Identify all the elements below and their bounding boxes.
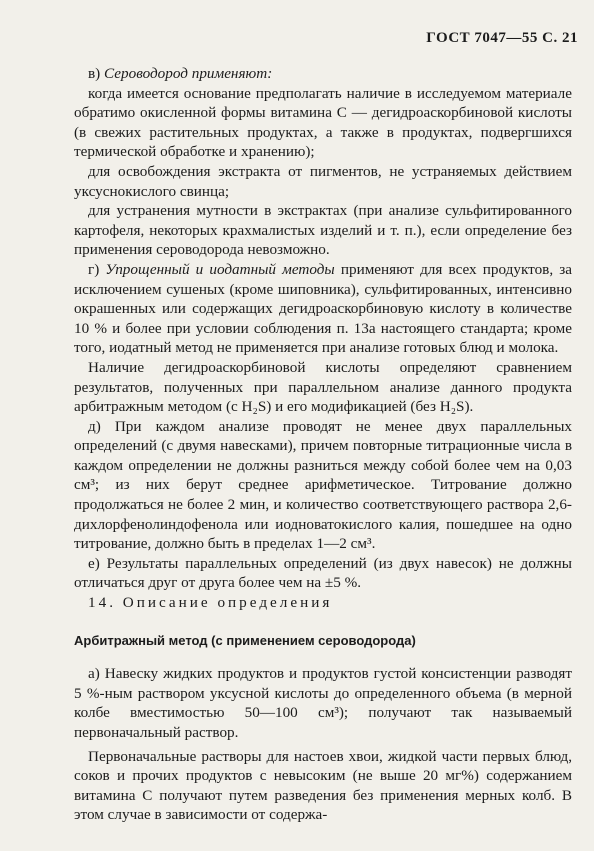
paragraph-a: а) Навеску жидких продуктов и продуктов густой консистенции разводят 5 %-ным раствором уксусной кислоты до определенного объема (в мерной колбе вместимостью 50—100 см³); получают так называемый первоначальный раствор. <box>74 665 572 741</box>
section-heading: 14. Описание определения <box>88 594 333 612</box>
item-label: в) <box>88 65 105 82</box>
section-title: Арбитражный метод (с применением сероводорода) <box>74 632 416 648</box>
item-text: применяют для всех продуктов, за исключением сушеных (кроме шиповника), сульфитированных, интенсивно окрашенных или содержащих дегидроаскорбиновую кислоту в количестве 10 % и более при условии соблюдения п. 13а настоящего стандарта; кроме того, иодатный метод не применяется при анализе готовых блюд и молока. <box>74 260 572 357</box>
item-title: Упрощенный и иодатный методы <box>105 260 335 278</box>
document-body <box>74 64 572 825</box>
paragraph-g <box>74 260 572 358</box>
paragraph-e: е) Результаты параллельных определений (из двух навесок) не должны отличаться друг от друга более чем на ±5 %. <box>74 554 572 592</box>
paragraph-d: д) При каждом анализе проводят не менее двух параллельных определений (с двумя навесками), причем повторные титрационные числа в каждом определении не должны разниться между собой более чем на 0,03 см³; из них берут среднее арифметическое. Титрование должно продолжаться не более 2 мин, и количество соответствующего раствора 2,6-дихлорфенолиндофенола или иодноватокислого калия, пошедшее на одно титрование, должно быть в пределах 1—2 см³. <box>74 417 572 553</box>
paragraph: для устранения мутности в экстрактах (при анализе сульфитированного картофеля, некоторых крахмалистых изделий и т. п.), если определение без применения сероводорода невозможно. <box>74 202 572 259</box>
paragraph: для освобождения экстракта от пигментов, не устраняемых действием уксуснокислого свинца; <box>74 162 572 200</box>
paragraph-v-heading <box>88 64 572 84</box>
paragraph: Первоначальные растворы для настоев хвои, жидкой части первых блюд, соков и прочих продуктов с невысоким (не выше 20 мг%) содержанием витамина С получают путем разведения без применения мерных колб. В этом случае в зависимости от содержа- <box>74 747 572 824</box>
paragraph: когда имеется основание предполагать наличие в исследуемом материале обратимо окисленной формы витамина С — дегидроаскорбиновой кислоты (в свежих растительных продуктах, а также в продуктах, подвергшихся термической обработке и хранению); <box>74 84 572 161</box>
item-label: г) <box>88 260 106 278</box>
page-header: ГОСТ 7047—55 С. 21 <box>426 30 578 46</box>
item-title: Сероводород применяют: <box>104 65 273 82</box>
paragraph: Наличие дегидроаскорбиновой кислоты определяют сравнением результатов, полученных при параллельном анализе данного продукта арбитражным методом (с H₂S) и его модификацией (без H₂S). <box>74 358 572 416</box>
